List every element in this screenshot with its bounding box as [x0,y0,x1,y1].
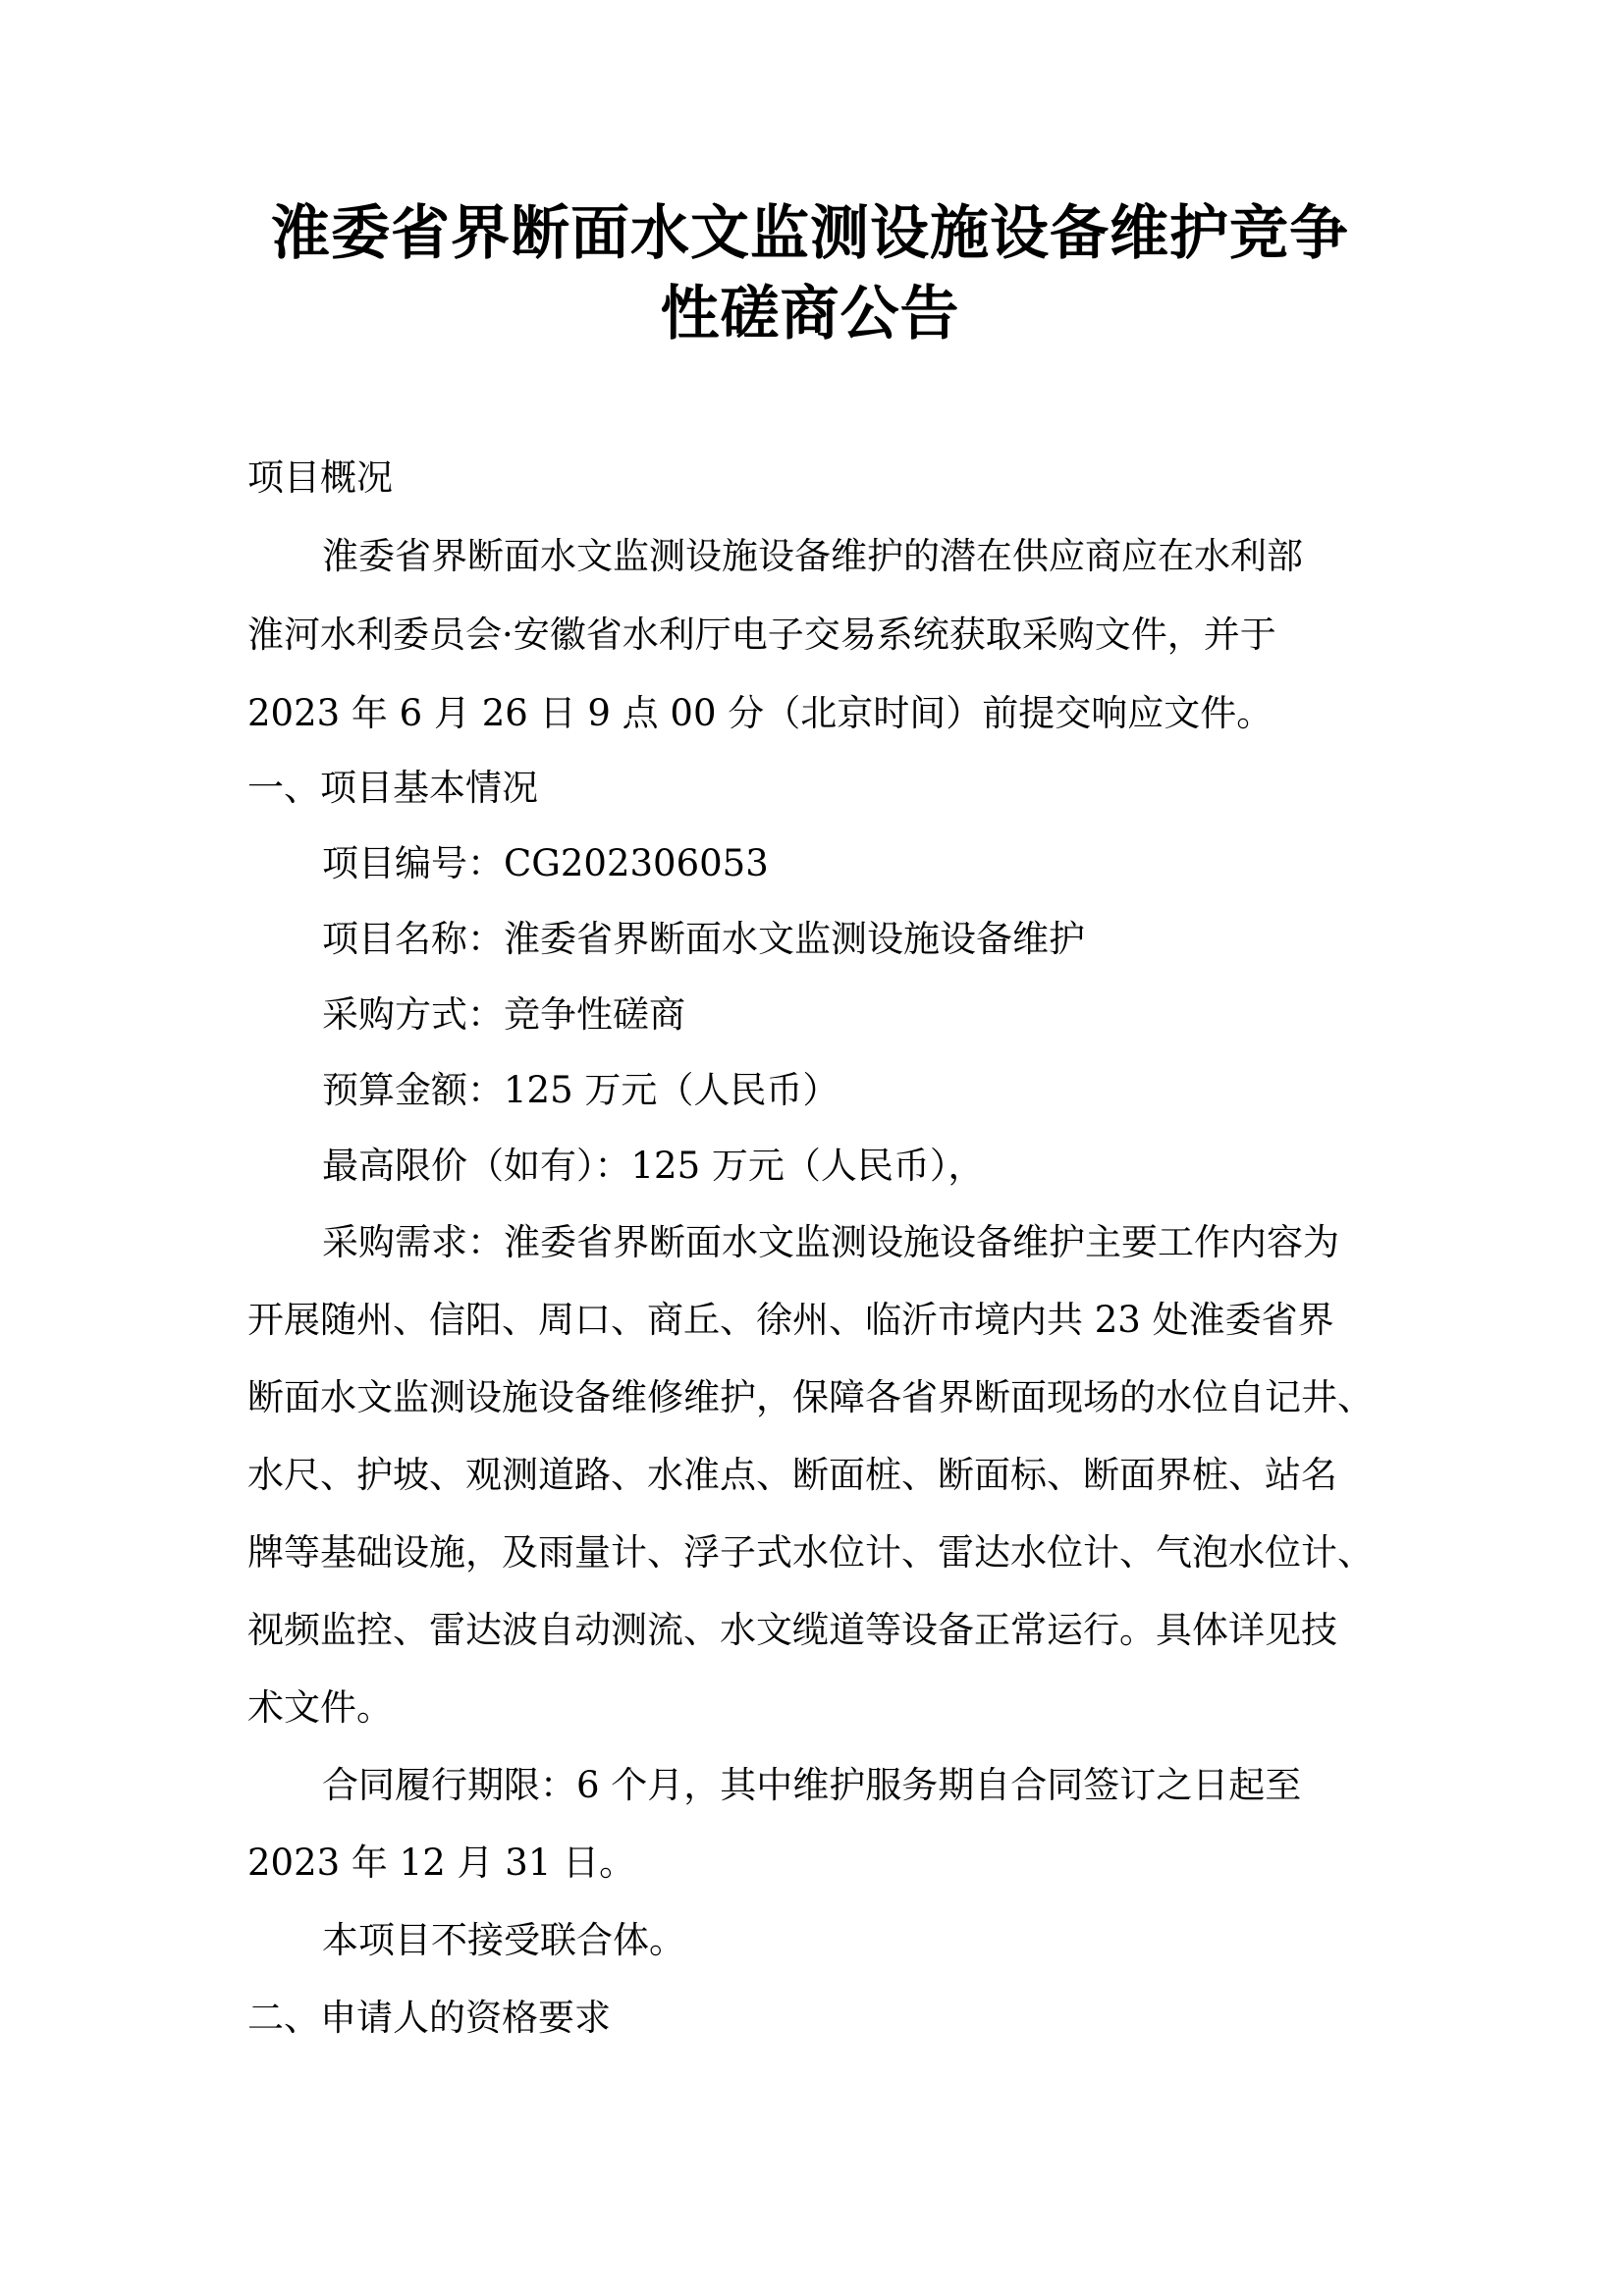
section-1-heading: 一、项目基本情况 [247,767,538,809]
contract-period-line: 2023 年 12 月 31 日。 [247,1842,636,1884]
overview-paragraph-line: 2023 年 6 月 26 日 9 点 00 分（北京时间）前提交响应文件。 [247,692,1273,734]
document-title-line-2: 性磋商公告 [660,280,960,348]
overview-paragraph-line: 淮河水利委员会·安徽省水利厅电子交易系统获取采购文件，并于 [247,614,1276,656]
overview-paragraph-line: 淮委省界断面水文监测设施设备维护的潜在供应商应在水利部 [322,535,1303,577]
requirements-line: 视频监控、雷达波自动测流、水文缆道等设备正常运行。具体详见技 [247,1609,1337,1651]
procurement-method: 采购方式：竞争性磋商 [322,993,685,1036]
contract-period-line: 合同履行期限：6 个月，其中维护服务期自合同签订之日起至 [322,1764,1302,1806]
requirements-line: 断面水文监测设施设备维修维护，保障各省界断面现场的水位自记井、 [247,1376,1374,1418]
consortium-note: 本项目不接受联合体。 [322,1919,685,1961]
project-number: 项目编号：CG202306053 [322,842,769,884]
document-title-line-1: 淮委省界断面水文监测设施设备维护竞争 [271,199,1349,268]
budget-amount: 预算金额：125 万元（人民币） [322,1069,839,1111]
max-price: 最高限价（如有）：125 万元（人民币）， [322,1145,985,1187]
requirements-line: 水尺、护坡、观测道路、水准点、断面桩、断面标、断面界桩、站名 [247,1454,1337,1496]
requirements-line: 采购需求：淮委省界断面水文监测设施设备维护主要工作内容为 [322,1221,1339,1263]
section-2-heading: 二、申请人的资格要求 [247,1997,611,2039]
requirements-line: 术文件。 [247,1686,393,1729]
project-name: 项目名称：淮委省界断面水文监测设施设备维护 [322,918,1085,960]
requirements-line: 开展随州、信阳、周口、商丘、徐州、临沂市境内共 23 处淮委省界 [247,1299,1334,1341]
requirements-line: 牌等基础设施，及雨量计、浮子式水位计、雷达水位计、气泡水位计、 [247,1531,1374,1574]
overview-heading: 项目概况 [247,456,393,499]
